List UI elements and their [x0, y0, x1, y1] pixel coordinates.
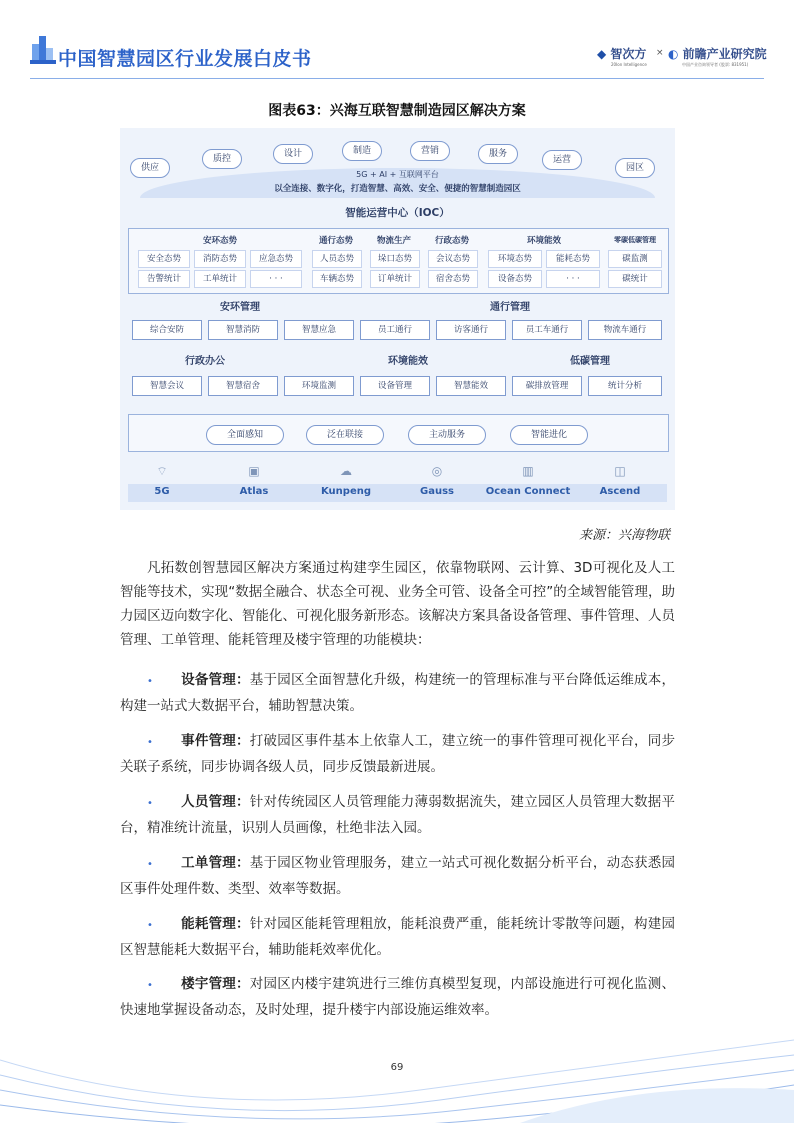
bullet-term: 工单管理：	[180, 855, 250, 871]
group-title-energy: 环境能效	[526, 236, 561, 246]
mgmt-item: 碳排放管理	[512, 376, 582, 396]
group-title-logistics: 物流生产	[376, 236, 411, 246]
mgmt-title-safety: 安环管理	[220, 302, 260, 313]
group-title-safety: 安环态势	[202, 236, 237, 246]
partner1-name: 智次方	[610, 47, 647, 61]
ocean-connect-icon: ▥	[522, 464, 534, 478]
cell: 垛口态势	[370, 250, 420, 268]
foundation-gauss: Gauss	[420, 486, 454, 497]
bullet-term: 楼宇管理：	[180, 976, 250, 992]
bullet-energy	[120, 912, 675, 962]
partner2-name: 前瞻产业研究院	[682, 47, 767, 61]
group-title-traffic: 通行态势	[318, 236, 353, 246]
pill-manufacture: 制造	[342, 141, 382, 161]
foundation-atlas: Atlas	[239, 486, 269, 497]
mgmt-item: 统计分析	[588, 376, 662, 396]
foundation-kunpeng: Kunpeng	[320, 486, 372, 497]
partner-cross: ×	[656, 48, 664, 58]
cell: 会议态势	[428, 250, 478, 268]
pill-quality: 质控	[202, 149, 242, 169]
mgmt-item: 物流车通行	[588, 320, 662, 340]
bullet-mark: •	[147, 920, 153, 931]
foundation-5g: 5G	[154, 486, 170, 497]
cell: 设备态势	[488, 270, 542, 288]
bullet-device	[120, 668, 675, 718]
cell: 车辆态势	[312, 270, 362, 288]
partner-logo-qianzhan	[668, 45, 767, 68]
pill-operation: 运营	[542, 150, 582, 170]
mgmt-title-admin: 行政办公	[185, 356, 225, 367]
pill-design: 设计	[273, 144, 313, 164]
cell: 消防态势	[194, 250, 246, 268]
mgmt-item: 综合安防	[132, 320, 202, 340]
platform-slogan: 以全连接、数字化，打造智慧、高效、安全、便捷的智慧制造园区	[274, 184, 521, 194]
capability-item: 智能进化	[510, 425, 588, 445]
partner1-subtitle: 20Ion Intelligence	[611, 62, 647, 67]
intro-paragraph: 凡拓数创智慧园区解决方案通过构建孪生园区，依靠物联网、云计算、3D可视化及人工智能等技术，实现“数据全融合、状态全可视、业务全可管、设备全可控”的全域智能管理，助力园区迈向数字化、智能化、可视化服务新形态。该解决方案具备设备管理、事件管理、人员管理、工单管理、能耗管理及楼宇管理的功能模块：	[120, 560, 675, 648]
foundation-ascend: Ascend	[599, 486, 641, 497]
atlas-icon: ▣	[248, 464, 260, 478]
figure-title: 图表63：兴海互联智慧制造园区解决方案	[268, 103, 526, 119]
bullet-text: 对园区内楼宇建筑进行三维仿真模型复现，内部设施进行可视化监测、快速地掌握设备动态，及时处理，提升楼宇内部设施运维效率。	[120, 976, 676, 1018]
bullet-text: 基于园区全面智慧化升级，构建统一的管理标准与平台降低运维成本，构建一站式大数据平台，辅助智慧决策。	[120, 672, 676, 714]
bullet-mark: •	[147, 798, 153, 809]
cell: 应急态势	[250, 250, 302, 268]
pill-marketing: 营销	[410, 141, 450, 161]
gauss-icon: ◎	[431, 464, 443, 478]
bullet-term: 事件管理：	[180, 733, 250, 749]
cell: 碳统计	[608, 270, 662, 288]
pill-supply: 供应	[130, 158, 170, 178]
report-title: 中国智慧园区行业发展白皮书	[58, 48, 312, 70]
bullet-term: 设备管理：	[180, 672, 250, 688]
bullet-mark: •	[147, 859, 153, 870]
bullet-term: 人员管理：	[180, 794, 250, 810]
group-title-admin: 行政态势	[434, 236, 469, 246]
group-title-carbon: 零碳低碳管理	[614, 236, 656, 244]
bullet-mark: •	[147, 980, 153, 991]
cell: 能耗态势	[546, 250, 600, 268]
ascend-icon: ◫	[614, 464, 626, 478]
bullet-workorder	[120, 851, 675, 901]
solution-diagram	[120, 128, 675, 510]
partner2-subtitle: 中国产业咨询领导者 (股票: 831951)	[682, 62, 749, 67]
mgmt-item: 员工通行	[360, 320, 430, 340]
mgmt-title-traffic: 通行管理	[490, 302, 530, 313]
mgmt-title-carbon: 低碳管理	[570, 356, 610, 367]
cell: 订单统计	[370, 270, 420, 288]
pill-park: 园区	[615, 158, 655, 178]
bullet-text: 针对园区能耗管理粗放，能耗浪费严重，能耗统计零散等问题，构建园区智慧能耗大数据平台，辅助能耗效率优化。	[120, 916, 676, 958]
figure-source: 来源：兴海物联	[578, 528, 670, 543]
bullet-building	[120, 972, 675, 1022]
mgmt-item: 智慧消防	[208, 320, 278, 340]
cell: 工单统计	[194, 270, 246, 288]
mgmt-item: 智慧能效	[436, 376, 506, 396]
mgmt-title-energy: 环境能效	[388, 356, 428, 367]
cell: 告警统计	[138, 270, 190, 288]
cell: 人员态势	[312, 250, 362, 268]
bullet-term: 能耗管理：	[180, 916, 250, 932]
5g-icon: ⌔	[156, 464, 168, 478]
ioc-title: 智能运营中心（IOC）	[345, 207, 450, 219]
mgmt-item: 环境监测	[284, 376, 354, 396]
mgmt-item: 智慧应急	[284, 320, 354, 340]
capability-item: 主动服务	[408, 425, 486, 445]
mgmt-item: 访客通行	[436, 320, 506, 340]
cell: · · ·	[546, 270, 600, 288]
bullet-text: 打破园区事件基本上依靠人工，建立统一的事件管理可视化平台，同步关联子系统，同步协调各级人员，同步反馈最新进展。	[120, 733, 676, 775]
capability-item: 泛在联接	[306, 425, 384, 445]
zcf-logo-icon: ◆	[597, 47, 607, 61]
mgmt-item: 智慧宿舍	[208, 376, 278, 396]
kunpeng-icon: ☁	[340, 464, 352, 478]
cell: 安全态势	[138, 250, 190, 268]
foundation-ocean-connect: Ocean Connect	[485, 486, 571, 497]
mgmt-item: 设备管理	[360, 376, 430, 396]
partner-logo-zcf	[597, 45, 647, 67]
bullet-text: 基于园区物业管理服务，建立一站式可视化数据分析平台，动态获悉园区事件处理件数、类型、效率等数据。	[120, 855, 676, 897]
qianzhan-logo-icon: ◐	[668, 47, 679, 61]
pill-service: 服务	[478, 144, 518, 164]
cell: · · ·	[250, 270, 302, 288]
mgmt-item: 智慧会议	[132, 376, 202, 396]
platform-label: 5G + AI + 互联网平台	[356, 170, 439, 179]
bullet-event	[120, 729, 675, 779]
bullet-personnel	[120, 790, 675, 840]
cell: 宿舍态势	[428, 270, 478, 288]
capability-item: 全面感知	[206, 425, 284, 445]
header-divider	[30, 78, 764, 79]
report-logo-icon	[30, 30, 56, 70]
bullet-mark: •	[147, 676, 153, 687]
bullet-mark: •	[147, 737, 153, 748]
cell: 环境态势	[488, 250, 542, 268]
page-number: 69	[390, 1062, 404, 1073]
mgmt-item: 员工车通行	[512, 320, 582, 340]
bullet-text: 针对传统园区人员管理能力薄弱数据流失，建立园区人员管理大数据平台，精准统计流量，识别人员画像，杜绝非法入园。	[120, 794, 676, 836]
cell: 碳监测	[608, 250, 662, 268]
